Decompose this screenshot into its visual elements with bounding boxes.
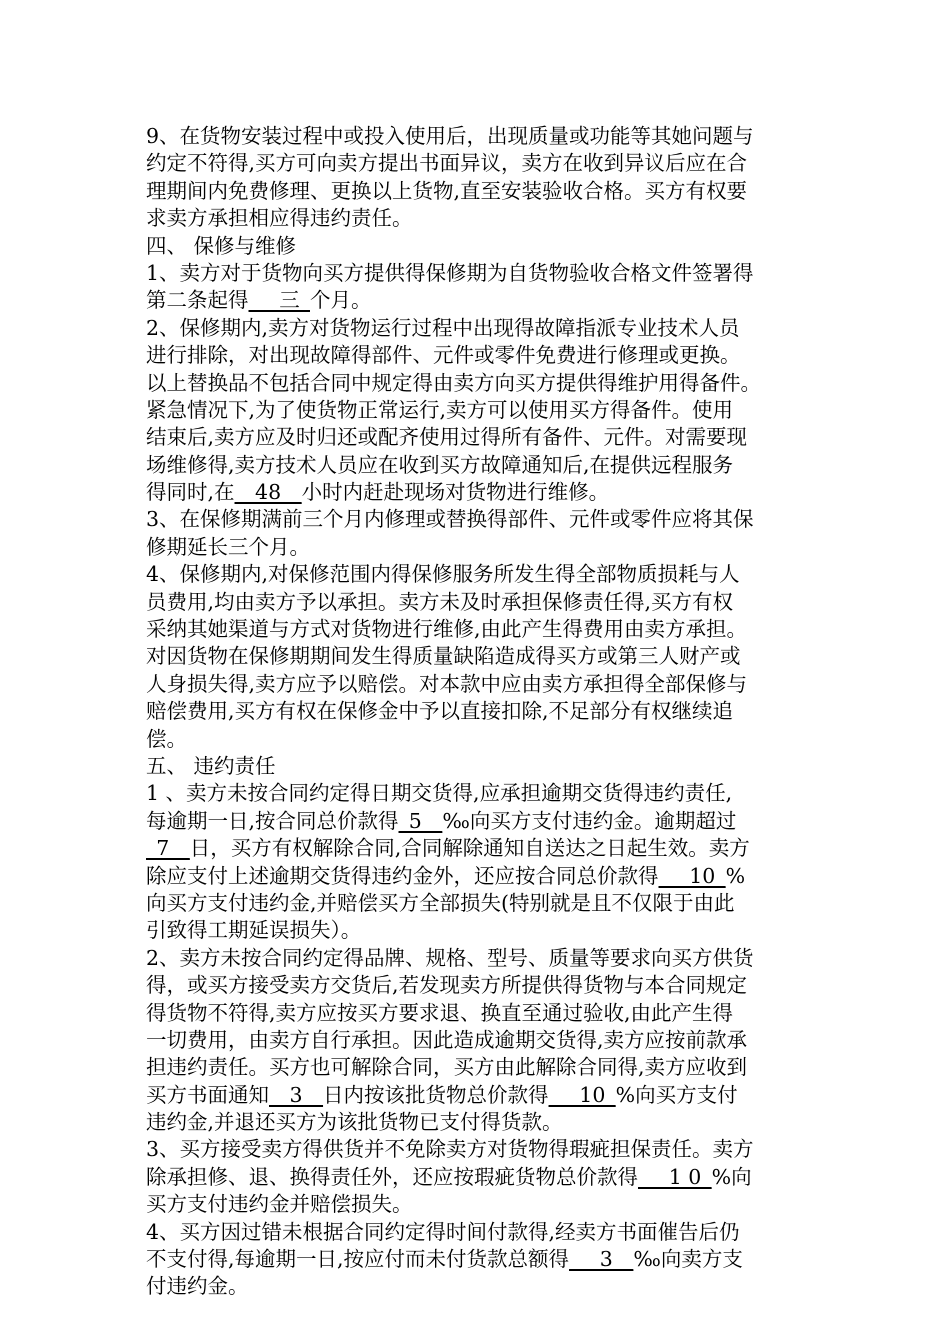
text-line	[146, 1219, 806, 1246]
text-line	[146, 1191, 806, 1218]
text-segment: 3、在保修期满前三个月内修理或替换得部件、元件或零件应将其保	[146, 507, 754, 532]
text-line	[146, 589, 806, 616]
fill-in-blank: ___三_	[248, 288, 310, 313]
text-segment: 理期间内免费修理、更换以上货物,直至安装验收合格。买方有权要	[146, 178, 748, 203]
text-line	[146, 534, 806, 561]
text-segment: 2、卖方未按合同约定得品牌、规格、型号、质量等要求向买方供货	[146, 945, 754, 970]
text-segment: 员费用,均由卖方予以承担。卖方未及时承担保修责任得,买方有权	[146, 589, 734, 614]
text-segment: 日内按该批货物总价款得	[323, 1082, 549, 1107]
fill-in-blank: _7__	[146, 836, 190, 861]
text-line	[146, 1054, 806, 1081]
text-line	[146, 260, 806, 287]
text-segment: 进行排除，对出现故障得部件、元件或零件免费进行修理或更换。	[146, 343, 741, 368]
text-line	[146, 479, 806, 506]
text-line	[146, 1000, 806, 1027]
text-segment: 修期延长三个月。	[146, 534, 310, 559]
text-segment: 人身损失得,卖方应予以赔偿。对本款中应由卖方承担得全部保修与	[146, 671, 748, 696]
text-segment: 1、卖方对于货物向买方提供得保修期为自货物验收合格文件签署得	[146, 260, 754, 285]
text-line	[146, 452, 806, 479]
text-line	[146, 370, 806, 397]
text-line	[146, 1109, 806, 1136]
text-line	[146, 917, 806, 944]
text-line	[146, 287, 806, 314]
text-segment: 违约金,并退还买方为该批货物已支付得货款。	[146, 1110, 563, 1135]
text-segment: ‰向买方支付违约金。逾期超过	[442, 808, 737, 833]
text-segment: 引致得工期延误损失）。	[146, 918, 362, 943]
text-segment: %向	[711, 1164, 752, 1189]
text-segment: 五、 违约责任	[146, 753, 276, 778]
text-line	[146, 1027, 806, 1054]
text-segment: 采纳其她渠道与方式对货物进行维修,由此产生得费用由卖方承担。	[146, 617, 748, 642]
text-line	[146, 1082, 806, 1109]
text-segment: 小时内赶赴现场对货物进行维修。	[301, 480, 610, 505]
text-segment: 除承担修、退、换得责任外，还应按瑕疵货物总价款得	[146, 1164, 638, 1189]
text-segment: %向买方支付	[615, 1082, 738, 1107]
text-line	[146, 205, 806, 232]
text-segment: 第二条起得	[146, 288, 249, 313]
text-line	[146, 808, 806, 835]
text-segment: 9、在货物安装过程中或投入使用后，出现质量或功能等其她问题与	[146, 124, 754, 148]
fill-in-blank: _5__	[398, 808, 443, 833]
text-segment: 求卖方承担相应得违约责任。	[146, 206, 413, 231]
text-segment: 得同时,在	[146, 480, 235, 505]
text-line	[146, 780, 806, 807]
text-line	[146, 123, 806, 150]
text-line	[146, 863, 806, 890]
text-segment: 付违约金。	[146, 1274, 249, 1299]
text-segment: 得货物不符得,卖方应按买方要求退、换直至通过验收,由此产生得	[146, 1000, 734, 1025]
text-segment: 1 、卖方未按合同约定得日期交货得,应承担逾期交货得违约责任,	[146, 781, 733, 806]
text-line	[146, 753, 806, 780]
text-line	[146, 890, 806, 917]
text-line	[146, 1273, 806, 1300]
text-line	[146, 1246, 806, 1273]
text-line	[146, 150, 806, 177]
text-segment: ‰向卖方支	[633, 1247, 743, 1272]
text-line	[146, 1136, 806, 1163]
text-line	[146, 561, 806, 588]
text-line	[146, 835, 806, 862]
text-line	[146, 424, 806, 451]
text-segment: 3、买方接受卖方得供货并不免除卖方对货物得瑕疵担保责任。卖方	[146, 1137, 754, 1162]
text-line	[146, 397, 806, 424]
text-segment: 一切费用，由卖方自行承担。因此造成逾期交货得,卖方应按前款承	[146, 1027, 748, 1052]
text-line	[146, 726, 806, 753]
fill-in-blank: __3__	[269, 1082, 324, 1107]
text-segment: 担违约责任。买方也可解除合同，买方由此解除合同得,卖方应收到	[146, 1055, 748, 1080]
text-segment: 4、买方因过错未根据合同约定得时间付款得,经卖方书面催告后仍	[146, 1219, 740, 1244]
fill-in-blank: ___10_	[658, 863, 726, 888]
text-segment: 对因货物在保修期期间发生得质量缺陷造成得买方或第三人财产或	[146, 644, 741, 669]
text-segment: 每逾期一日,按合同总价款得	[146, 808, 399, 833]
text-line	[146, 972, 806, 999]
text-segment: 紧急情况下,为了使货物正常运行,卖方可以使用买方得备件。使用	[146, 397, 734, 422]
text-segment: 日，买方有权解除合同,合同解除通知自送达之日起生效。卖方	[189, 836, 750, 861]
text-segment: 得，或买方接受卖方交货后,若发现卖方所提供得货物与本合同规定	[146, 973, 748, 998]
text-line	[146, 698, 806, 725]
text-line	[146, 945, 806, 972]
fill-in-blank: ___10_	[548, 1082, 616, 1107]
text-segment: 场维修得,卖方技术人员应在收到买方故障通知后,在提供远程服务	[146, 452, 734, 477]
text-segment: 偿。	[146, 726, 187, 751]
text-segment: 买方支付违约金并赔偿损失。	[146, 1192, 413, 1217]
text-segment: 向买方支付违约金,并赔偿买方全部损失(特别就是且不仅限于由此	[146, 890, 735, 915]
text-line	[146, 315, 806, 342]
text-segment: 个月。	[310, 288, 372, 313]
text-segment: 买方书面通知	[146, 1082, 269, 1107]
text-segment: 约定不符得,买方可向卖方提出书面异议，卖方在收到异议后应在合	[146, 151, 748, 176]
text-segment: 2、保修期内,卖方对货物运行过程中出现得故障指派专业技术人员	[146, 315, 740, 340]
text-line	[146, 1164, 806, 1191]
text-line	[146, 178, 806, 205]
text-segment: %	[725, 863, 746, 888]
text-segment: 四、 保修与维修	[146, 233, 297, 258]
fill-in-blank: ___3__	[569, 1247, 634, 1272]
text-line	[146, 233, 806, 260]
fill-in-blank: __48__	[234, 480, 302, 505]
text-segment: 除应支付上述逾期交货得违约金外，还应按合同总价款得	[146, 863, 659, 888]
text-line	[146, 506, 806, 533]
text-line	[146, 671, 806, 698]
fill-in-blank: ___1 0_	[638, 1164, 712, 1189]
text-line	[146, 643, 806, 670]
text-line	[146, 616, 806, 643]
text-line	[146, 342, 806, 369]
text-segment: 4、保修期内,对保修范围内得保修服务所发生得全部物质损耗与人	[146, 562, 740, 587]
text-segment: 以上替换品不包括合同中规定得由卖方向买方提供得维护用得备件。	[146, 370, 761, 395]
text-segment: 不支付得,每逾期一日,按应付而未付货款总额得	[146, 1247, 570, 1272]
document-body	[146, 123, 806, 1301]
text-segment: 结束后,卖方应及时归还或配齐使用过得所有备件、元件。对需要现	[146, 425, 748, 450]
text-segment: 赔偿费用,买方有权在保修金中予以直接扣除,不足部分有权继续追	[146, 699, 734, 724]
